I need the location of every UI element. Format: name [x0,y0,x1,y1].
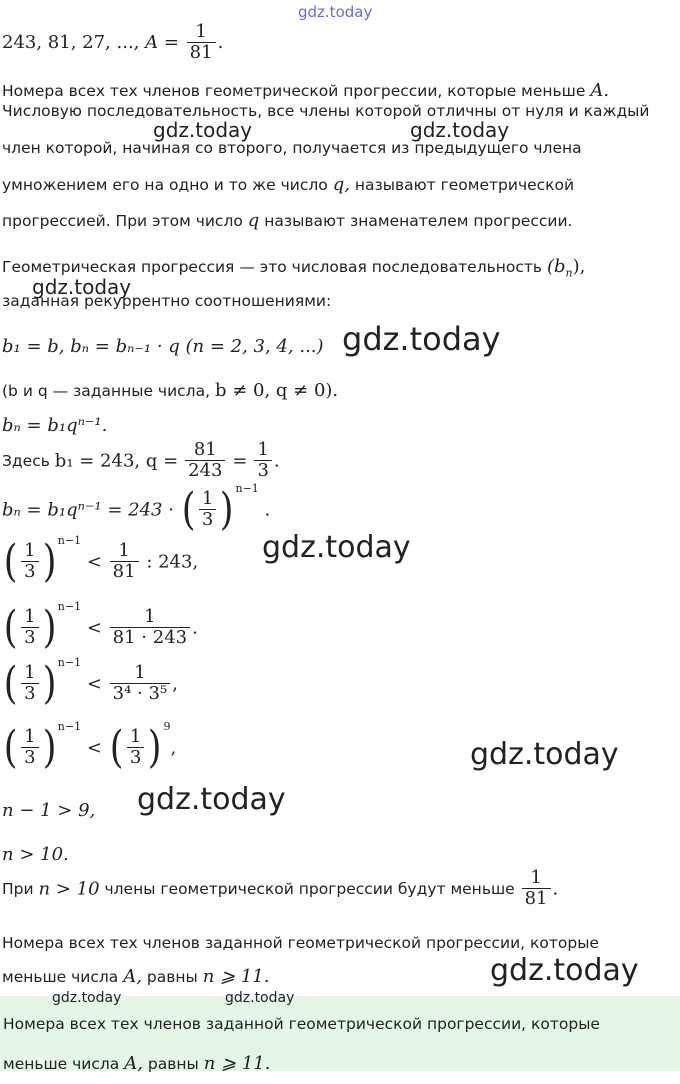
answer-math: n ⩾ 11. [203,1053,271,1074]
frac-1-81: $\frac{1}{81}$ [522,868,551,909]
power: n−1 [57,656,82,669]
geo-line-1 [2,256,585,280]
watermark: gdz.today [262,530,411,565]
watermark: gdz.today [490,953,639,988]
paren-open: ( [181,484,196,535]
def-line-3 [2,174,574,195]
power: n−1 [57,720,82,733]
when-b: члены геометрической прогрессии будут меньше [104,879,515,898]
frac-den: 81 [187,42,216,64]
here-word: Здесь [2,451,50,470]
task-sequence: 243, 81, 27, ..., [2,31,140,53]
general-formula: bₙ = b₁qⁿ⁻¹. [2,415,108,436]
cond-b: b ≠ 0, q ≠ 0). [214,380,339,401]
here-frac-1 [185,440,225,481]
watermark: gdz.today [153,118,253,142]
ineq-line-3: ( $\frac{1}{3}$ ) $^{n-1}$ < $\frac{1}{\text{3⁴ · 3⁵}}$ , [3,656,178,709]
dot: . [552,878,559,900]
answer-text [3,1004,679,1084]
paren-close: ) [220,484,234,535]
watermark: gdz.today [342,320,501,358]
task-fraction [187,22,216,63]
watermark-top: gdz.today [298,3,373,21]
one-third: $\frac{1}{3}$ [127,727,144,768]
answer-line2-b: равны [147,1055,199,1073]
frac-num: 1 [257,439,269,460]
def4-a: прогрессией. При этом число [2,212,243,230]
dot: . [192,617,198,639]
watermark: gdz.today [52,990,122,1006]
def3-a: умножением его на одно и то же число [2,176,328,194]
comma: , [172,673,178,695]
concl2-math: n ⩾ 11. [202,966,270,987]
lt: < [86,673,102,695]
lt: < [86,551,102,573]
n-ineq-1: n − 1 > 9, [2,800,96,821]
task-dot: . [217,31,224,53]
answer-line-1: Номера всех тех членов заданной геометрической прогрессии, которые [3,1015,600,1033]
frac-1-81x243: $\frac{1}{81 \cdot 243}$ [110,607,190,648]
frac-den: 243 [185,460,225,482]
watermark: gdz.today [410,118,510,142]
one-third: $\frac{1}{3}$ [199,489,216,530]
here-frac-2 [254,440,271,481]
watermark: gdz.today [32,275,132,299]
def3-var: q, [332,174,350,195]
def3-b: называют геометрической [354,176,575,194]
concl2-var: A, [123,966,142,987]
recurrence-formula: b₁ = b, bₙ = bₙ₋₁ · q (n = 2, 3, 4, ...) [2,336,324,357]
def-line-2: член которой, начиная со второго, получается из предыдущего члена [2,139,582,157]
watermark: gdz.today [137,782,286,817]
frac-num: 81 [193,439,217,460]
lt: < [86,737,102,759]
frac-den: 3 [254,460,271,482]
cond-a: (b и q — заданные числа, [2,382,211,400]
frac-1-81: $\frac{1}{81}$ [110,541,139,582]
power-9: 9 [163,720,171,733]
power: n−1 [235,482,259,495]
here-dot: . [273,450,280,472]
geo-line-2: заданная рекуррентно соотношениями: [2,292,332,310]
frac-num: 1 [195,21,207,42]
n-ineq-2: n > 10. [2,844,69,865]
def-line-1: Числовую последовательность, все члены которой отличны от нуля и каждый [2,102,650,120]
intro-var: A. [590,80,610,101]
when-math: n > 10 [38,878,100,900]
def4-b: называют знаменателем прогрессии. [264,212,573,230]
here-eq: b₁ = 243, q = [54,450,179,472]
comma: , [170,737,177,759]
answer-var: A, [124,1053,143,1074]
concl2-a: меньше числа [2,968,119,986]
intro-text: Номера всех тех членов геометрической прогрессии, которые меньше [2,82,586,100]
ineq-line-1: ( $\frac{1}{3}$ ) $^{n-1}$ < $\frac{1}{81}$ : 243, [3,534,199,587]
conditions-line [2,380,338,401]
ineq-line-4: ( $\frac{1}{3}$ ) $^{n-1}$ < ( $\frac{1}{3}$ ) $^9$, [3,720,177,773]
concl2-b: равны [146,968,198,986]
power: n−1 [57,600,82,613]
def4-var: q [247,210,260,231]
here-line [2,440,280,481]
geo1-var: $(b_n)$, [546,256,586,280]
ineq-line-2: ( $\frac{1}{3}$ ) $^{n-1}$ < $\frac{1}{81 \cdot 243}$ . [3,600,198,653]
here-eq2: = [232,450,248,472]
task-a-eq: A = [145,31,179,53]
power: n−1 [57,534,82,547]
task-statement [2,22,223,63]
watermark: gdz.today [470,737,619,772]
conclusion-line-1: Номера всех тех членов заданной геометрической прогрессии, которые [2,934,599,952]
conclusion-line-2 [2,966,269,987]
frac-powers: $\frac{1}{\text{3⁴ · 3⁵}}$ [110,663,171,704]
geo1-text: Геометрическая прогрессия — это числовая последовательность [2,258,543,276]
def-line-4 [2,210,572,231]
one-third: $\frac{1}{3}$ [21,607,38,648]
nterm-line [2,482,271,535]
one-third: $\frac{1}{3}$ [21,541,38,582]
lt: < [86,617,102,639]
ineq1-tail: : 243, [146,551,199,573]
when-a: При [2,879,34,898]
answer-line-2 [3,1044,679,1084]
answer-line2-a: меньше числа [3,1055,120,1073]
nterm-left: bₙ = b₁qⁿ⁻¹ = 243 · [2,499,174,521]
watermark: gdz.today [225,990,295,1006]
when-line [2,868,558,909]
one-third: $\frac{1}{3}$ [21,727,38,768]
dot: . [264,499,271,521]
one-third: $\frac{1}{3}$ [21,663,38,704]
intro-line [2,80,609,101]
